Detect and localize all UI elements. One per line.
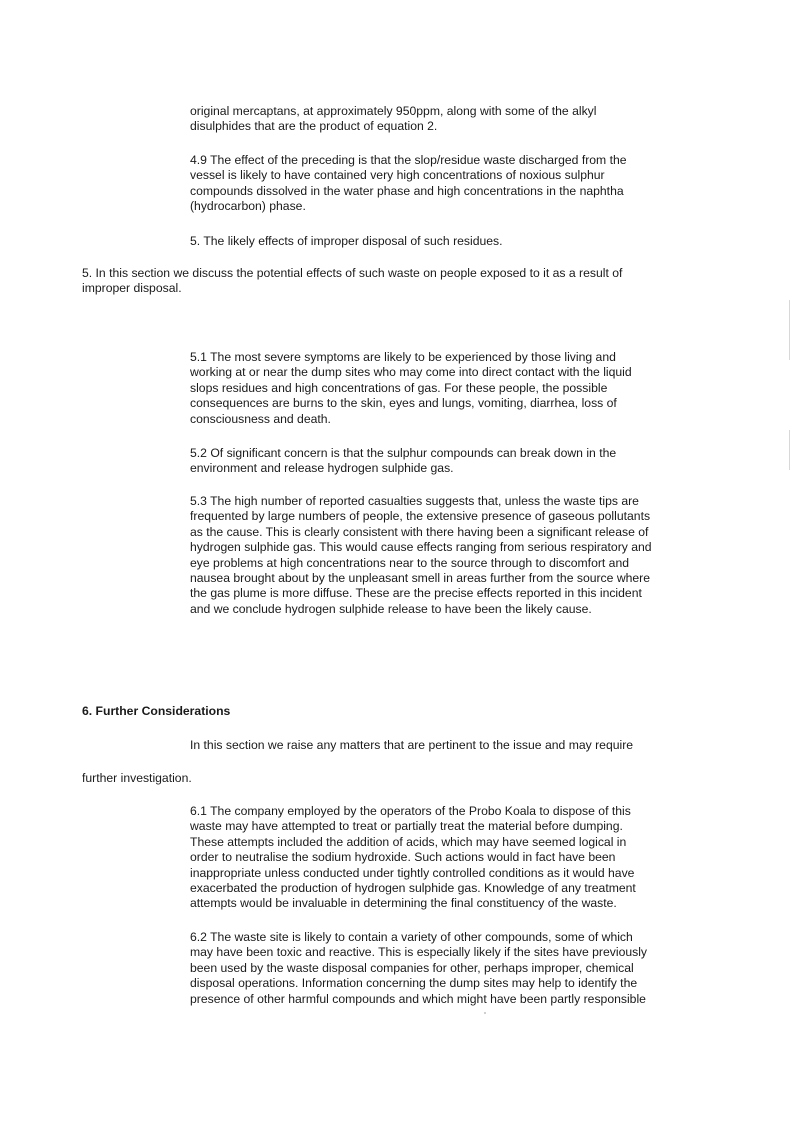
text-line: frequented by large numbers of people, the extensive presence of gaseous pollutants [190, 509, 651, 524]
text-line: 5. In this section we discuss the potential effects of such waste on people exposed to it as a result of [82, 266, 623, 280]
text-line: attempts would be invaluable in determining the final constituency of the waste. [190, 896, 617, 911]
text-line: further investigation. [82, 771, 192, 785]
text-line: exacerbated the production of hydrogen sulphide gas. Knowledge of any treatment [190, 881, 636, 896]
text-line: slops residues and high concentrations of gas. For these people, the possible [190, 380, 608, 395]
text-line: hydrogen sulphide gas. This would cause effects ranging from serious respiratory and [190, 540, 652, 555]
paragraph-5-intro [82, 266, 702, 297]
text-line: 4.9 The effect of the preceding is that the slop/residue waste discharged from the [190, 153, 627, 167]
text-line: as the cause. This is clearly consistent with there having been a significant release of [190, 524, 649, 539]
text-line: the gas plume is more diffuse. These are the precise effects reported in this incident [190, 586, 642, 601]
text-line: In this section we raise any matters that are pertinent to the issue and may require [190, 738, 634, 752]
paragraph-6-2 [190, 930, 710, 1007]
paragraph-5-1 [190, 350, 710, 427]
text-line: 5.2 Of significant concern is that the sulphur compounds can break down in the [190, 446, 617, 460]
text-line: inappropriate unless conducted under tightly controlled conditions as it would have [190, 865, 635, 880]
section-6-heading [82, 704, 702, 719]
text-line: been used by the waste disposal companies for other, perhaps improper, chemical [190, 960, 634, 975]
paragraph-5-2 [190, 446, 710, 477]
paragraph-4-9 [190, 153, 710, 215]
text-line: 5.3 The high number of reported casualties suggests that, unless the waste tips are [190, 494, 639, 508]
text-line: 6.1 The company employed by the operators of the Probo Koala to dispose of this [190, 804, 631, 818]
text-line: presence of other harmful compounds and which might have been partly responsible [190, 991, 646, 1006]
paragraph-intro-continuation [190, 104, 710, 135]
text-line: environment and release hydrogen sulphide gas. [190, 461, 454, 476]
text-line: consciousness and death. [190, 411, 331, 426]
text-line: disulphides that are the product of equation 2. [190, 119, 438, 134]
paragraph-6-intro-continuation [82, 771, 702, 786]
scan-edge-mark [789, 300, 790, 360]
paragraph-5-3 [190, 494, 710, 617]
text-line: 6.2 The waste site is likely to contain a variety of other compounds, some of which [190, 930, 633, 944]
text-line: 5.1 The most severe symptoms are likely to be experienced by those living and [190, 350, 616, 364]
text-line: eye problems at high concentrations near to the source through to discomfort and [190, 555, 630, 570]
paragraph-6-intro [190, 738, 710, 753]
paragraph-6-1 [190, 804, 710, 912]
text-line: (hydrocarbon) phase. [190, 199, 306, 214]
text-line: consequences are burns to the skin, eyes and lungs, vomiting, diarrhea, loss of [190, 396, 617, 411]
text-line: disposal operations. Information concerning the dump sites may help to identify the [190, 976, 638, 991]
text-line: waste may have attempted to treat or partially treat the material before dumping. [190, 819, 623, 834]
scan-speck [484, 1012, 486, 1014]
text-line: may have been toxic and reactive. This is especially likely if the sites have previously [190, 945, 648, 960]
text-line: compounds dissolved in the water phase and high concentrations in the naphtha [190, 183, 624, 198]
heading-text: 6. Further Considerations [82, 704, 231, 718]
text-line: working at or near the dump sites who may come into direct contact with the liquid [190, 365, 632, 380]
text-line: order to neutralise the sodium hydroxide. Such actions would in fact have been [190, 850, 616, 865]
text-line: 5. The likely effects of improper disposal of such residues. [190, 234, 503, 248]
text-line: nausea brought about by the unpleasant smell in areas further from the source where [190, 571, 651, 586]
text-line: original mercaptans, at approximately 950ppm, along with some of the alkyl [190, 104, 597, 118]
text-line: and we conclude hydrogen sulphide release to have been the likely cause. [190, 601, 592, 616]
text-line: improper disposal. [82, 281, 182, 296]
text-line: vessel is likely to have contained very high concentrations of noxious sulphur [190, 168, 605, 183]
scan-edge-mark [789, 430, 790, 470]
section-5-subtitle [190, 234, 710, 249]
text-line: These attempts included the addition of acids, which may have seemed logical in [190, 834, 627, 849]
